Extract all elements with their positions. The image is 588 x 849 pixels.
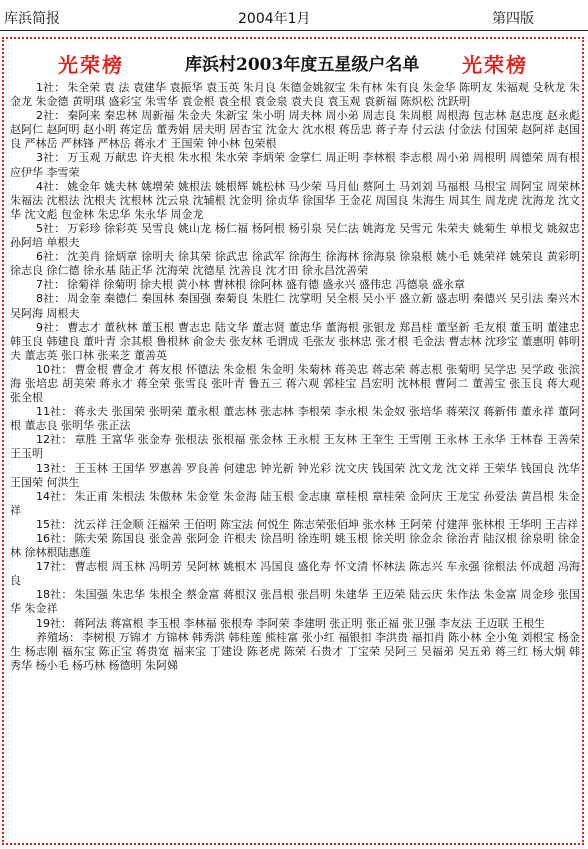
group-entry (10, 109, 580, 151)
group-label: 养殖场： (36, 630, 81, 644)
group-label: 3社： (36, 151, 66, 165)
group-names: 周金奎 秦德仁 秦国林 秦国强 秦菊良 朱胜仁 沈掌明 吴全根 吴小平 盛立新 盛志明 秦德兴 吴引法 秦兴木 吴阿海 周根夫 (10, 292, 581, 320)
group-label: 15社： (36, 517, 72, 531)
group-label: 19社： (36, 616, 72, 630)
group-entry (10, 617, 580, 631)
group-entry (10, 433, 580, 461)
page-number: 第四版 (492, 11, 534, 27)
group-label: 14社： (36, 489, 73, 503)
issue-date: 2004年1月 (238, 11, 311, 27)
group-names: 朱正甫 朱根法 朱傲林 朱金堂 朱金海 陆玉根 金志康 章桂根 章桂荣 金阿庆 王龙宝 孙爱法 黄昌根 朱金祥 (10, 489, 581, 517)
group-label: 18社： (36, 588, 73, 602)
group-names: 章胜 王富华 张金寿 张根法 张根福 张金林 王永根 王友林 王奎生 王雪刚 王永林 王永华 王林春 王善荣 王玉明 (10, 433, 581, 461)
group-names: 秦阿来 秦忠林 周新福 朱金夫 朱新宝 朱小明 周夫林 周小弟 周志良 朱周根 周根海 包志林 赵忠度 赵永彪 赵阿仁 赵阿明 赵小明 蒋定岳 董秀娟 居夫明 居杏宝 沈金大 沈水根 蒋岳忠 蒋子寿 付云法 付金法 付国荣 赵阿祥 赵国良 严林岳 严林锋 严林岳 蒋永才 王国荣 钟小林 包荣根 (10, 109, 581, 151)
group-entry (10, 490, 580, 518)
group-entry (10, 462, 580, 490)
group-names: 沈云祥 汪金顺 汪福荣 王佰明 陈宝法 何悦生 陈志荣张佰坤 张水林 王阿荣 付建萍 张林根 王华明 王吉祥 (74, 517, 578, 531)
title-row (10, 53, 576, 77)
group-label: 12社： (36, 433, 73, 447)
group-entry (10, 321, 580, 363)
group-label: 6社： (36, 250, 66, 264)
group-names: 朱全荣 袁 法 袁建华 袁振华 袁玉英 朱月良 朱德金姚叙宝 朱有林 朱有良 朱金华 陈明友 朱福观 殳秋龙 朱金龙 朱金德 黄明琪 盛彩宝 朱雪华 袁金根 袁全根 袁金泉 袁夫良 袁玉观 袁新福 陈炽松 沈跃明 (10, 81, 580, 109)
group-label: 2社： (36, 109, 66, 123)
group-label: 1社： (36, 81, 66, 94)
group-entry (10, 532, 580, 560)
group-names: 万彩珍 徐彩英 吴雪良 姚山龙 杨仁福 杨阿根 杨引泉 吴仁法 姚海龙 吴雪元 朱荣夫 姚菊生 单根戈 姚叙忠 孙阿培 单根夫 (10, 221, 581, 250)
group-names: 陈夫荣 陈国良 张金善 张阿金 许根夫 徐昌明 徐连明 姚玉根 徐关明 徐金余 徐治青 陆汉根 徐泉明 徐金林 徐林根陆惠莲 (10, 532, 581, 560)
group-names: 沈美肖 徐炳章 徐明夫 徐其荣 徐武忠 徐武军 徐海生 徐海林 徐海泉 徐泉根 姚小毛 姚荣祥 姚荣良 黄彩明 徐志良 徐仁德 徐永基 陆正华 沈海荣 沈德星 沈善良 沈才田 徐永昌沈善荣 (10, 250, 581, 278)
group-label: 11社： (36, 405, 73, 419)
group-entry (10, 518, 580, 532)
group-names: 蒋永夫 张国荣 张明荣 董永根 董志林 张志林 李根荣 李永根 朱金奴 张培华 蒋荣汉 蒋新伟 董永祥 董阿根 董志良 张明华 张正法 (10, 405, 581, 433)
newsletter-name: 库浜简报 (4, 11, 60, 27)
honor-roll-label-right: 光荣榜 (462, 53, 528, 77)
group-entry (10, 180, 580, 222)
group-names: 李树根 万锦才 方锦林 韩秀洪 韩桂莲 熊桂富 张小红 福银扣 李洪贵 福扣肖 陈小林 全小兔 刘根宝 杨金生 杨志刚 福东宝 陈正宝 蒋贵宽 福来宝 丁建设 陈老虎 陈荣 石贵才 丁宝荣 吴阿三 吴福弟 吴五弟 蒋三红 杨大炯 韩秀华 杨小毛 杨巧林 杨德明 朱阿娣 (10, 630, 581, 672)
group-names: 王玉林 王国华 罗惠善 罗良善 何建忠 钟光新 钟光彩 沈文庆 钱国荣 沈文龙 沈文祥 王荣华 钱国良 沈华 王国荣 何洪生 (10, 461, 581, 489)
group-names: 徐菊祥 徐菊明 徐夫根 黄小林 曹林根 徐阿林 盛有德 盛永兴 盛伟忠 冯德泉 盛永章 (67, 278, 465, 292)
group-entry (10, 405, 580, 433)
group-entry (10, 278, 580, 292)
group-names: 曹金根 曹金才 蒋友根 怀德法 朱金根 朱金明 朱菊林 蒋美忠 蒋志荣 蒋志根 张菊明 吴学忠 吴学政 张滨海 张培忠 胡美荣 蒋永才 蒋全荣 张雪良 张叶青 鲁五三 蒋六观 郭桂宝 昌宏明 沈林根 曹阿二 董善宝 张玉良 蒋大观 张全根 (10, 362, 581, 405)
group-label: 16社： (36, 532, 73, 545)
newsletter-header (0, 0, 588, 31)
group-names: 朱国强 朱忠华 朱根全 蔡金富 蒋根汉 张昌根 张昌明 朱建华 王迈荣 陆云庆 朱作法 朱金富 周金珍 张国华 朱金祥 (10, 588, 581, 616)
group-entry (10, 363, 580, 405)
group-entry (10, 588, 580, 616)
group-label: 8社： (36, 292, 66, 306)
group-entry (10, 151, 580, 179)
group-label: 5社： (36, 221, 66, 235)
page-title: 库浜村2003年度五星级户名单 (185, 55, 420, 75)
group-label: 4社： (36, 179, 66, 193)
group-entry (10, 631, 580, 673)
group-names: 曹志根 周玉林 冯明芳 吴阿林 姚根木 冯国良 盛化寿 怀文清 怀林法 陈志兴 车永强 徐根法 怀成超 冯海良 (10, 560, 581, 588)
group-label: 9社： (36, 320, 66, 334)
group-entry (10, 560, 580, 588)
honor-roll-label-left: 光荣榜 (58, 53, 124, 77)
honor-roll-frame (2, 37, 584, 845)
group-names: 姚金年 姚夫林 姚增荣 姚根法 姚根辉 姚松林 马少荣 马月仙 蔡阿土 马刘刘 马福根 马根宝 周阿宝 周荣林 朱福法 沈根法 沈根夫 沈根林 沈云泉 沈辅根 沈金明 徐贞华 徐国华 王金花 周国良 朱海生 周其生 周龙虎 沈海龙 沈文华 沈文彪 包金林 朱忠华 朱永华 周金龙 (10, 179, 581, 221)
group-entry (10, 81, 580, 109)
group-names: 万玉观 万献忠 许夫根 朱水根 朱水荣 李炳荣 金掌仁 周正明 李林根 李志根 周小弟 周根明 周德荣 周有根 应伊华 李雪荣 (10, 151, 581, 179)
group-label: 13社： (36, 461, 73, 475)
group-label: 7社： (36, 278, 65, 292)
group-entry (10, 222, 580, 250)
group-entry (10, 292, 580, 320)
group-label: 17社： (36, 560, 73, 574)
group-entry (10, 250, 580, 278)
group-names: 曹志才 董秋林 董玉根 曹志忠 陆文华 董志贤 董忠华 董海根 张银龙 郑昌桂 董坚新 毛友根 董玉明 董建忠 韩玉良 韩建良 董叶青 余其根 鲁根林 俞金夫 张友林 毛谓成 毛张友 张林忠 张才根 毛金法 曹志林 沈珍宝 董惠明 韩明夫 董志英 张口林 张来芝 董善英 (10, 320, 581, 362)
group-list (10, 81, 580, 673)
group-names: 蒋阿法 蒋富根 李玉根 李林福 张根寿 李阿荣 李建明 张正明 张正福 张卫强 李友法 王迈联 王根生 (74, 616, 545, 630)
group-label: 10社： (36, 362, 73, 376)
